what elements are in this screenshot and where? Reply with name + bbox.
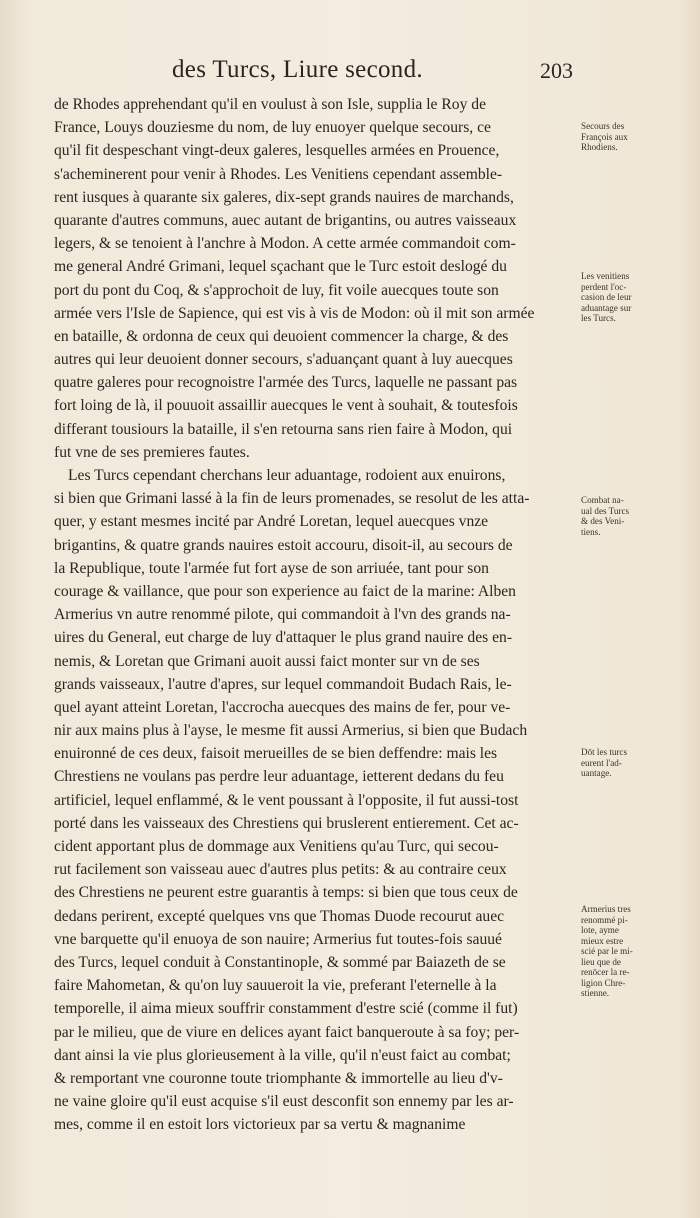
- text-line: differant tousiours la bataille, il s'en retourna sans rien faire à Modon, qui: [54, 420, 513, 438]
- margin-note: [581, 122, 699, 154]
- text-line: des Chrestiens ne peurent estre guarantis à temps: si bien que tous ceux de: [54, 884, 518, 902]
- margin-note-line: eurent l'ad-: [581, 757, 622, 769]
- margin-note-line: Les venitiens: [581, 271, 630, 282]
- margin-note-line: Armerius tres: [581, 904, 631, 915]
- text-line: vne barquette qu'il enuoya de son nauire; Armerius fut toutes-fois sauué: [54, 930, 502, 948]
- margin-note-line: François aux: [581, 131, 628, 143]
- margin-note-line: Rhodiens.: [581, 142, 618, 153]
- margin-note-line: lote, ayme: [581, 925, 619, 936]
- text-line: me general André Grimani, lequel sçachant que le Turc estoit deslogé du: [54, 258, 507, 276]
- margin-note-line: perdent l'oc-: [581, 281, 627, 293]
- text-line: Les Turcs cependant cherchans leur aduantage, rodoient aux enuirons,: [68, 467, 506, 484]
- text-line: grands vaisseaux, l'autre d'apres, sur lequel commandoit Budach Rais, le-: [54, 675, 512, 693]
- text-line: quatre galeres pour recognoistre l'armée des Turcs, laquelle ne passant pas: [54, 374, 518, 392]
- text-line: s'acheminerent pour venir à Rhodes. Les Venitiens cependant assemble-: [54, 165, 503, 183]
- margin-note-line: aduantage sur: [581, 302, 632, 314]
- margin-note-line: uantage.: [581, 768, 612, 779]
- text-line: ne vaine gloire qu'il eust acquise s'il eust desconfit son ennemy par les ar-: [54, 1093, 514, 1111]
- text-line: brigantins, & quatre grands nauires estoit accouru, disoit-il, au secours de: [54, 536, 513, 554]
- text-line: si bien que Grimani lassé à la fin de leurs promenades, se resolut de les atta-: [54, 490, 530, 508]
- text-line: Chrestiens ne voulans pas perdre leur aduantage, ietterent dedans du feu: [54, 768, 504, 786]
- margin-note-line: renommé pi-: [581, 914, 628, 926]
- margin-note-line: mieux estre: [581, 935, 624, 947]
- text-line: temporelle, il aima mieux souffrir constamment d'estre scié (comme il fut): [54, 1000, 518, 1018]
- text-line: des Turcs, lequel conduit à Constantinople, & sommé par Baiazeth de se: [54, 953, 506, 971]
- margin-note-line: Combat na-: [581, 495, 624, 506]
- text-line: port du pont du Coq, & s'approchoit de luy, fit voile auecques toute son: [54, 281, 499, 299]
- margin-note: [581, 496, 699, 538]
- text-line: de Rhodes apprehendant qu'il en voulust à son Isle, supplia le Roy de: [54, 96, 486, 113]
- text-line: nir aux mains plus à l'ayse, le mesme fit aussi Armerius, si bien que Budach: [54, 722, 528, 740]
- margin-note-line: & des Veni-: [581, 516, 625, 527]
- text-line: la Republique, toute l'armée fut fort ayse de son arriuée, tant pour son: [54, 559, 489, 577]
- text-line: quarante d'autres communs, auec autant de brigantins, ou autres vaisseaux: [54, 211, 517, 229]
- body-text: [54, 93, 578, 1136]
- text-line: legers, & se tenoient à l'anchre à Modon. A cette armée commandoit com-: [54, 235, 516, 253]
- text-line: mes, comme il en estoit lors victorieux par sa vertu & magnanime: [54, 1116, 466, 1134]
- text-line: armée vers l'Isle de Sapience, qui est vis à vis de Modon: où il mit son armée: [54, 304, 535, 322]
- margin-note-line: Secours des: [581, 121, 625, 132]
- text-line: faire Mahometan, & qu'on luy sauueroit la vie, preferant l'eternelle à la: [54, 977, 497, 995]
- text-line: fut vne de ses premieres fautes.: [54, 443, 250, 461]
- margin-note-line: stienne.: [581, 988, 610, 999]
- text-line: autres qui leur deuoient donner secours, s'aduançant quant à luy auecques: [54, 351, 513, 369]
- text-line: dedans perirent, excepté quelques vns que Thomas Duode recourut auec: [54, 907, 505, 925]
- text-line: enuironné de ces deux, faisoit merueilles de se bien deffendre: mais les: [54, 745, 498, 763]
- text-line: Armerius vn autre renommé pilote, qui commandoit à l'vn des grands na-: [54, 606, 511, 624]
- margin-note-line: scié par le mi-: [581, 946, 633, 957]
- margin-note: [581, 748, 699, 780]
- text-line: quer, y estant mesmes incité par André Loretan, lequel auecques vnze: [54, 513, 489, 531]
- margin-note-line: casion de leur: [581, 292, 632, 303]
- text-line: cident apportant plus de dommage aux Venitiens qu'au Turc, qui secou-: [54, 838, 499, 855]
- text-line: quel ayant atteint Loretan, l'accrocha auecques des mains de fer, pour ve-: [54, 698, 511, 716]
- margin-note-line: lieu que de: [581, 956, 621, 968]
- text-line: fort loing de là, il pouuoit assaillir auecques le vent à souhait, & toutesfois: [54, 397, 518, 415]
- text-line: par le milieu, que de viure en delices ayant faict banqueroute à sa foy; per-: [54, 1023, 520, 1041]
- margin-note-line: ligion Chre-: [581, 977, 626, 989]
- margin-note-line: les Turcs.: [581, 313, 616, 324]
- text-line: porté dans les vaisseaux des Chrestiens qui bruslerent entierement. Cet ac-: [54, 814, 519, 832]
- running-title: des Turcs, Liure second.: [172, 56, 423, 83]
- text-line: rut facilement son vaisseau auec d'autres plus petits: & au contraire ceux: [54, 861, 507, 879]
- text-line: nemis, & Loretan que Grimani auoit aussi faict monter sur vn de ses: [54, 652, 480, 670]
- text-line: courage & vaillance, que pour son experience au faict de la marine: Alben: [54, 582, 516, 600]
- margin-note-line: tiens.: [581, 526, 601, 538]
- page-number: 203: [540, 58, 573, 83]
- text-line: qu'il fit despeschant vingt-deux galeres, lesquelles armées en Prouence,: [54, 142, 500, 160]
- margin-note-line: renōcer la re-: [581, 967, 630, 978]
- margin-note: [581, 905, 699, 1000]
- margin-note-line: Dōt les turcs: [581, 747, 628, 758]
- text-line: en bataille, & ordonna de ceux qui deuoient commencer la charge, & des: [54, 327, 509, 345]
- text-line: rent iusques à quarante six galeres, dix-sept grands nauires de marchands,: [54, 188, 514, 206]
- text-line: uires du General, eut charge de luy d'attaquer le plus grand nauire des en-: [54, 629, 513, 647]
- page-header: [0, 56, 700, 92]
- text-line: artificiel, lequel enflammé, & le vent poussant à l'opposite, il fut aussi-tost: [54, 791, 519, 809]
- text-line: France, Louys douziesme du nom, de luy enuoyer quelque secours, ce: [54, 119, 491, 137]
- text-line: dant ainsi la vie plus glorieusement à la ville, qu'il n'eust faict au combat;: [54, 1046, 511, 1064]
- margin-note-line: ual des Turcs: [581, 505, 630, 517]
- text-line: & remportant vne couronne toute triomphante & immortelle au lieu d'v-: [54, 1069, 503, 1087]
- margin-note: [581, 272, 699, 325]
